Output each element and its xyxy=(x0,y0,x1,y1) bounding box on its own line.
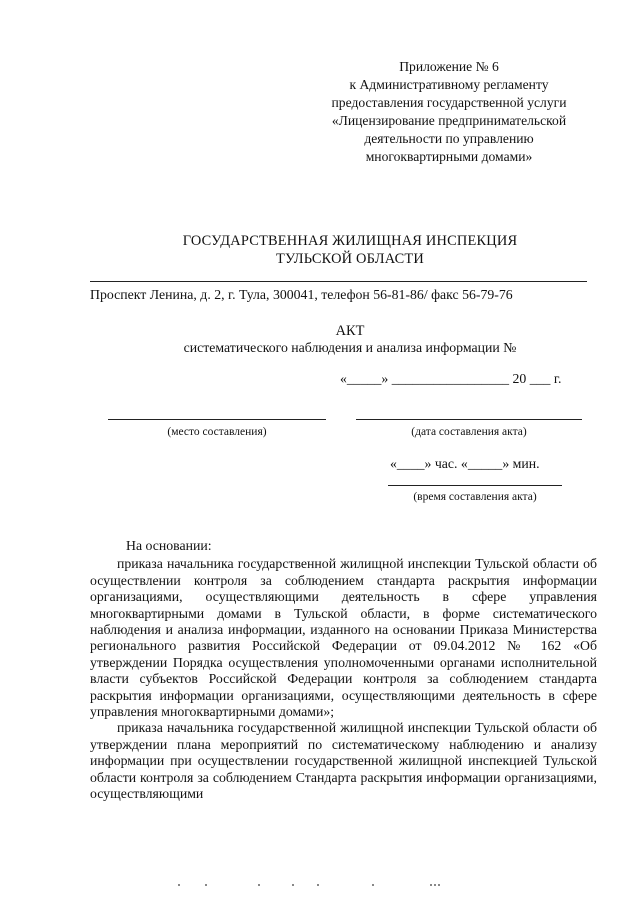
appendix-line: Приложение № 6 xyxy=(399,59,499,74)
appendix-line: к Административному регламенту xyxy=(349,77,549,92)
date-field-line[interactable] xyxy=(356,419,582,420)
appendix-line: деятельности по управлению xyxy=(364,131,534,146)
time-field-line[interactable] xyxy=(388,485,562,486)
date-caption: (дата составления акта) xyxy=(411,426,527,438)
organization-name xyxy=(90,232,610,268)
organization-divider xyxy=(90,281,587,282)
basis-paragraph-1: приказа начальника государственной жилищной инспекции Тульской области об осуществлении контроля за соблюдением стандарта раскрытия информации организациями, осуществляющими деятельность в сфере управления многоквартирными домами в Тульской области, в форме систематического наблюдения и анализа информации, изданного на основании Приказа Министерства регионального развития Российской Федерации от 09.04.2012 № 162 «Об утверждении Порядка осуществления уполномоченными органами исполнительной власти субъектов Российской Федерации контроля за соблюдением стандарта раскрытия информации организациями, осуществляющими деятельность в сфере управления многоквартирными домами»; xyxy=(90,556,597,720)
appendix-header xyxy=(300,58,598,166)
basis-paragraph-2: приказа начальника государственной жилищной инспекции Тульской области об утверждении плана мероприятий по систематическому наблюдению и анализу информации при осуществлении государственной жилищной инспекцией Тульской области контроля за соблюдением Стандарта раскрытия информации организациями, осуществляющими xyxy=(90,720,597,802)
organization-address: Проспект Ленина, д. 2, г. Тула, 300041, телефон 56-81-86/ факс 56-79-76 xyxy=(90,287,513,302)
act-body xyxy=(90,538,597,803)
place-field-line[interactable] xyxy=(108,419,326,420)
appendix-line: многоквартирными домами» xyxy=(365,149,533,164)
act-date-field[interactable]: «_____» _________________ 20 ___ г. xyxy=(340,371,562,386)
organization-name-line1: ГОСУДАРСТВЕННАЯ ЖИЛИЩНАЯ ИНСПЕКЦИЯ xyxy=(182,233,518,249)
appendix-line: «Лицензирование предпринимательской xyxy=(331,113,567,128)
act-time-field[interactable]: «____» час. «_____» мин. xyxy=(390,456,540,471)
scan-artifacts xyxy=(0,884,640,890)
place-caption: (место составления) xyxy=(167,426,267,438)
time-caption: (время составления акта) xyxy=(413,491,537,503)
appendix-line: предоставления государственной услуги xyxy=(331,95,567,110)
organization-name-line2: ТУЛЬСКОЙ ОБЛАСТИ xyxy=(276,251,424,267)
act-title: АКТ xyxy=(335,323,365,339)
act-subtitle: систематического наблюдения и анализа информации № xyxy=(183,340,517,355)
basis-heading: На основании: xyxy=(126,538,212,553)
